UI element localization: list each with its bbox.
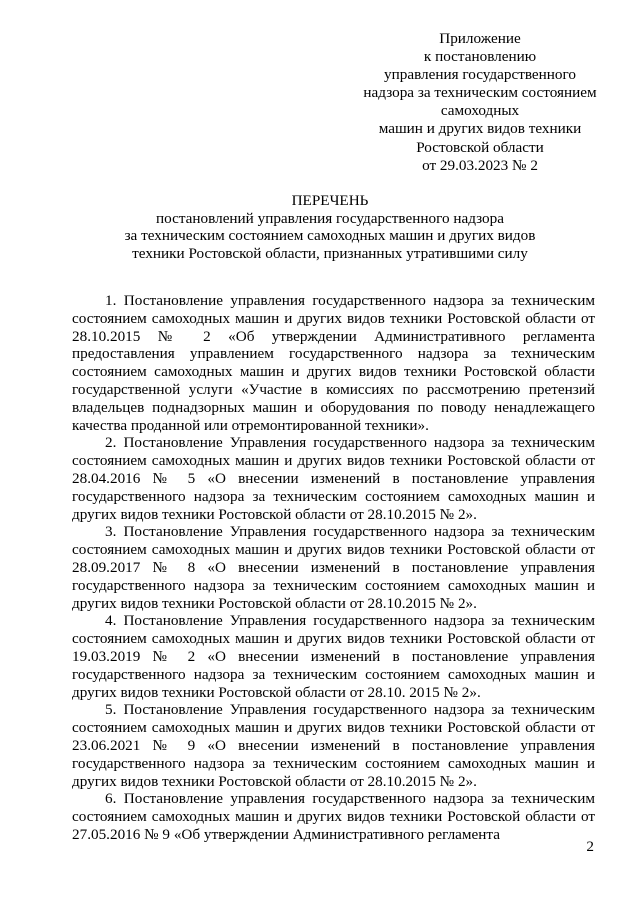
appendix-line: надзора за техническим состоянием [363, 84, 597, 102]
document-title [60, 192, 600, 262]
list-item: 5. Постановление Управления государственного надзора за техническим состоянием самоходных машин и других видов техники Ростовской области от 23.06.2021 № 9 «О внесении изменений в постановление управления государственного надзора за техническим состоянием самоходных машин и других видов техники Ростовской области от 28.10.2015 № 2». [72, 701, 595, 790]
appendix-line: Приложение [439, 30, 521, 47]
appendix-line: машин и других видов техники [378, 120, 582, 138]
list-item: 6. Постановление управления государственного надзора за техническим состоянием самоходных машин и других видов техники Ростовской области от 27.05.2016 № 9 «Об утверждении Административного регламента [72, 790, 595, 843]
title-line: техники Ростовской области, признанных утратившими силу [132, 244, 528, 262]
appendix-line: самоходных [440, 102, 520, 120]
title-heading: ПЕРЕЧЕНЬ [291, 192, 369, 209]
page-number: 2 [586, 838, 594, 855]
title-line: постановлений управления государственного надзора [156, 209, 504, 227]
list-item: 1. Постановление управления государственного надзора за техническим состоянием самоходных машин и других видов техники Ростовской области от 28.10.2015 № 2 «Об утверждении Административного регламента предоставления управлением государственного надзора за техническим состоянием самоходных машин и других видов техники Ростовской области государственной услуги «Участие в комиссиях по рассмотрению претензий владельцев поднадзорных машин и оборудования по поводу ненадлежащего качества проданной или отремонтированной техники». [72, 292, 595, 434]
document-body [72, 292, 595, 844]
appendix-header [330, 30, 630, 175]
list-item: 4. Постановление Управления государственного надзора за техническим состоянием самоходных машин и других видов техники Ростовской области от 19.03.2019 № 2 «О внесении изменений в постановление управления государственного надзора за техническим состоянием самоходных машин и других видов техники Ростовской области от 28.10. 2015 № 2». [72, 612, 595, 701]
appendix-line: Ростовской области [416, 138, 544, 156]
list-item: 2. Постановление Управления государственного надзора за техническим состоянием самоходных машин и других видов техники Ростовской области от 28.04.2016 № 5 «О внесении изменений в постановление управления государственного надзора за техническим состоянием самоходных машин и других видов техники Ростовской области от 28.10.2015 № 2». [72, 434, 595, 523]
appendix-line: от 29.03.2023 № 2 [422, 156, 538, 174]
appendix-line: управления государственного [384, 66, 576, 84]
appendix-line: к постановлению [423, 48, 537, 66]
title-line: за техническим состоянием самоходных машин и других видов [124, 227, 536, 244]
list-item: 3. Постановление Управления государственного надзора за техническим состоянием самоходных машин и других видов техники Ростовской области от 28.09.2017 № 8 «О внесении изменений в постановление управления государственного надзора за техническим состоянием самоходных машин и других видов техники Ростовской области от 28.10.2015 № 2». [72, 523, 595, 612]
